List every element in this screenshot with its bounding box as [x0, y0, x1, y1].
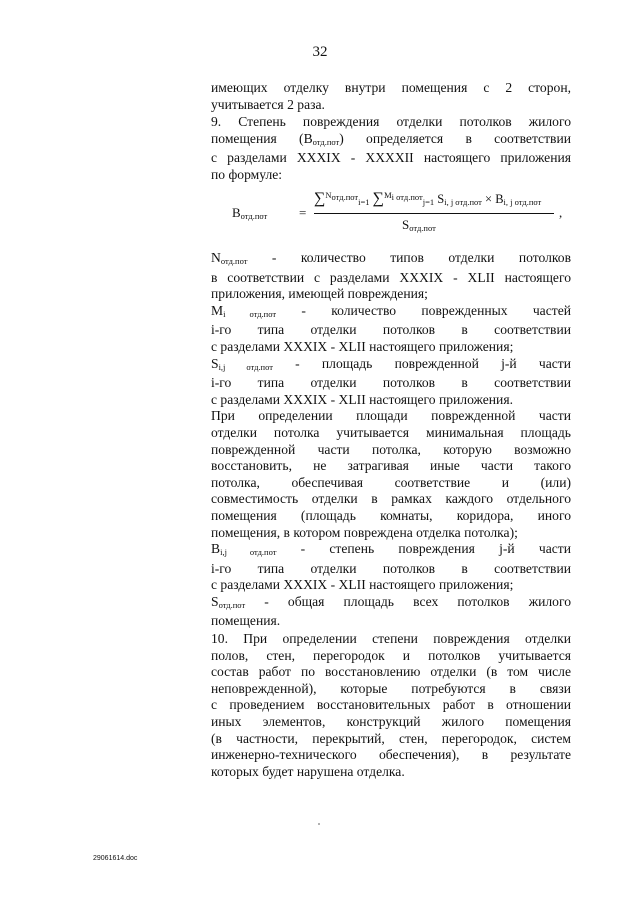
text-line: 10. При определении степени повреждения отделки	[211, 631, 571, 646]
formula-numerator: ∑$^{N_{отд.пот}}_{i=1}$ ∑$^{M_{i отд.пот}}_{j=1}$ $S_{i, j отд.пот} \times B_{i, j отд.пот}$	[314, 190, 542, 208]
text-line: отделки потолка учитывается минимальная площадь	[211, 424, 571, 440]
text-line: восстановить, не затрагивая иные части такого	[211, 458, 571, 474]
text-line: $B_{i,j отд.пот}$ - степень повреждения j-й части	[211, 541, 571, 558]
formula-comma: ,	[559, 205, 563, 220]
text-line: приложения, имеющей повреждения;	[211, 286, 428, 302]
text-line: (в частности, перекрытий, стен, перегородок, систем	[211, 730, 571, 746]
page-number: 32	[312, 44, 328, 60]
text-line: с разделами XXXIX - XLII настоящего приложения;	[211, 577, 514, 593]
text-line: с разделами XXXIX - XLII настоящего приложения;	[211, 338, 514, 354]
damage-formula	[232, 190, 572, 242]
text-line: $S_{отд.пот}$ - общая площадь всех потолков жилого	[211, 593, 571, 610]
text-line: которых будет нарушена отделка.	[211, 763, 405, 779]
text-line: с проведением восстановительных работ в отношении	[211, 697, 571, 713]
text-line: с разделами XXXIX - XXXXII настоящего приложения	[211, 150, 571, 166]
document-filename: 29061614.doc	[93, 855, 138, 862]
text-line: в соответствии с разделами XXXIX - XLII настоящего	[211, 269, 571, 285]
text-line: $S_{i,j отд.пот}$ - площадь поврежденной j-й части	[211, 355, 571, 372]
definitions-block	[211, 250, 571, 630]
formula-equals: =	[299, 205, 307, 220]
text-line: 9. Степень повреждения отделки потолков жилого	[211, 114, 571, 129]
item-9-paragraph	[211, 114, 571, 183]
text-line: помещения (площадь комнаты, коридора, иного	[211, 507, 571, 523]
formula-fraction-bar	[314, 213, 554, 214]
text-line: $M_{i отд.пот}$ - количество поврежденных частей	[211, 302, 572, 319]
text-line: помещения, в котором повреждена отделка потолка);	[211, 524, 518, 540]
text-line: i-го типа отделки потолков в соответствии	[211, 375, 571, 391]
text-line: потолка, обеспечивая соответствие и (или)	[211, 474, 571, 490]
text-line: учитывается 2 раза.	[211, 96, 325, 112]
text-line: помещения $(В_{отд.пот})$ определяется в соответствии	[211, 130, 571, 147]
text-line: с разделами XXXIX - XLII настоящего приложения.	[211, 391, 513, 407]
text-line: $N_{отд.пот}$ - количество типов отделки потолков	[211, 250, 571, 266]
text-line: совместимость отделки в рамках каждого отдельного	[211, 491, 571, 507]
text-line: i-го типа отделки потолков в соответствии	[211, 560, 571, 576]
formula-denominator: $S_{отд.пот}$	[402, 217, 436, 233]
item-10-paragraph	[211, 631, 571, 780]
text-line: i-го типа отделки потолков в соответствии	[211, 322, 571, 338]
text-line: по формуле:	[211, 166, 283, 182]
text-block-top	[211, 80, 571, 113]
text-line: неповрежденной), которые потребуются в связи	[211, 680, 571, 696]
text-line: имеющих отделку внутри помещения с 2 сторон,	[211, 80, 571, 95]
text-line: инженерно-технического обеспечения), в результате	[211, 747, 571, 763]
formula-lhs: $В_{отд.пот}$	[232, 205, 268, 221]
text-line: поврежденной части потолка, которую возможно	[211, 441, 571, 457]
scan-speck	[318, 823, 320, 825]
text-line: помещения.	[211, 613, 281, 629]
text-line: состав работ по восстановлению отделки (в том числе	[211, 664, 571, 680]
text-line: При определении площади поврежденной части	[211, 408, 571, 424]
text-line: иных элементов, конструкций жилого помещения	[211, 713, 571, 729]
text-line: полов, стен, перегородок и потолков учитывается	[211, 647, 571, 663]
